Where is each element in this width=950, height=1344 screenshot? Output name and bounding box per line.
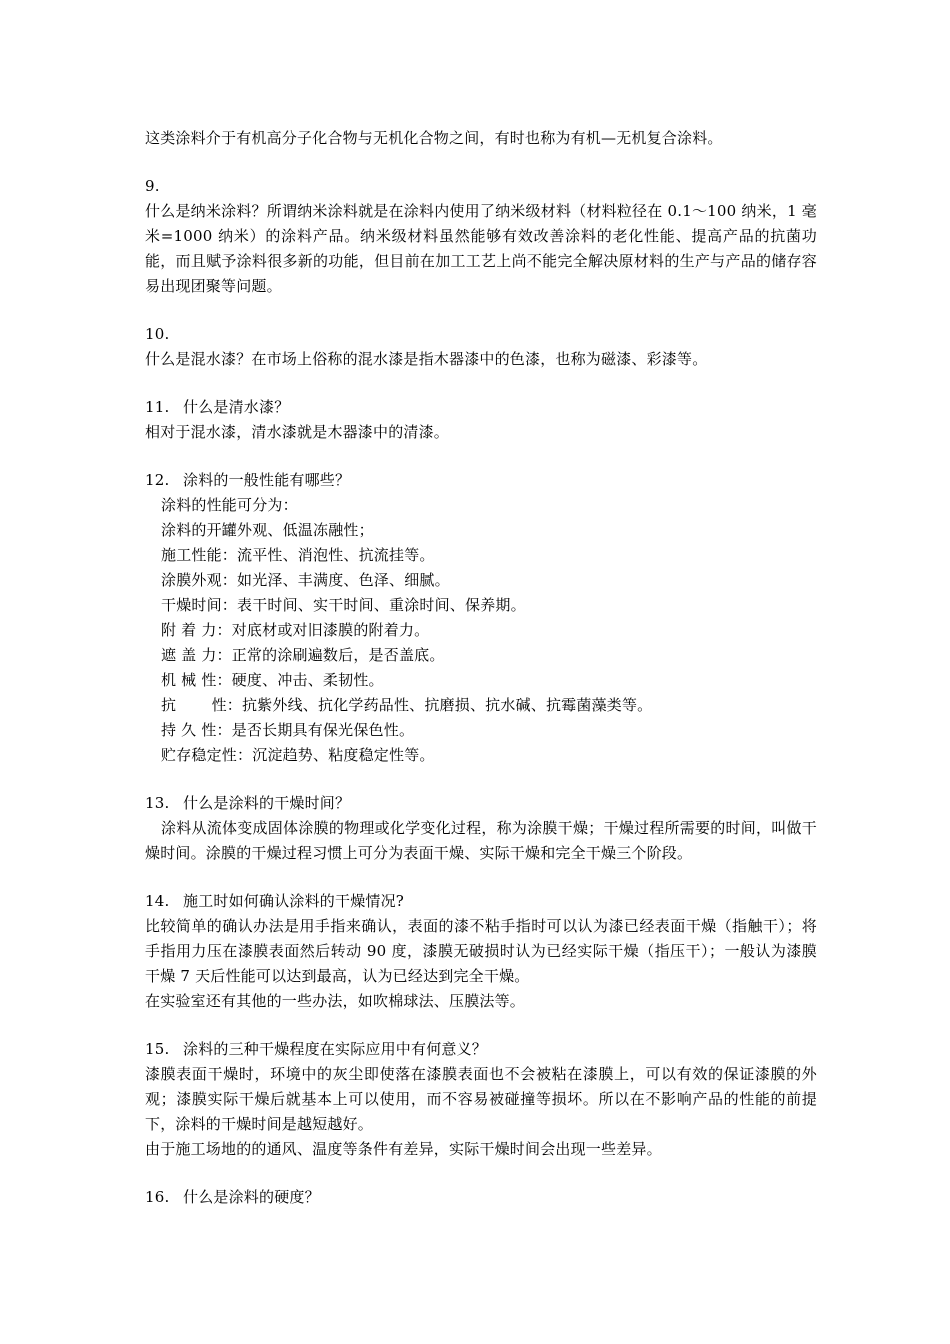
question-14-body: 比较简单的确认办法是用手指来确认，表面的漆不粘手指时可以认为漆已经表面干燥（指触干）；将手指用力压在漆膜表面然后转动 90 度，漆膜无破损时认为已经实际干燥（指压干）；一般认为漆膜干燥 7 天后性能可以达到最高，认为已经达到完全干燥。 [145, 917, 817, 985]
question-12-item: 遮 盖 力：正常的涂刷遍数后，是否盖底。 [161, 646, 445, 664]
document-page [145, 126, 817, 1210]
question-12-item: 涂膜外观：如光泽、丰满度、色泽、细腻。 [161, 571, 450, 589]
question-15-note: 由于施工场地的的通风、温度等条件有差异，实际干燥时间会出现一些差异。 [145, 1140, 662, 1158]
question-10-body: 什么是混水漆？在市场上俗称的混水漆是指木器漆中的色漆，也称为磁漆、彩漆等。 [145, 350, 708, 368]
question-11-body: 相对于混水漆，清水漆就是木器漆中的清漆。 [145, 423, 450, 441]
question-13-title: 什么是涂料的干燥时间？ [183, 794, 351, 812]
question-9-number: 9. [145, 177, 160, 195]
question-12-item: 干燥时间：表干时间、实干时间、重涂时间、保养期。 [161, 596, 526, 614]
question-15-number: 15. [145, 1040, 170, 1058]
question-12-item: 贮存稳定性：沉淀趋势、粘度稳定性等。 [161, 746, 435, 764]
question-12-item: 机 械 性：硬度、冲击、柔韧性。 [161, 671, 384, 689]
question-13-body: 涂料从流体变成固体涂膜的物理或化学变化过程，称为涂膜干燥；干燥过程所需要的时间，叫做干燥时间。涂膜的干燥过程习惯上可分为表面干燥、实际干燥和完全干燥三个阶段。 [145, 819, 817, 862]
question-16-number: 16. [145, 1188, 170, 1206]
question-12-number: 12. [145, 471, 170, 489]
question-12-item: 附 着 力：对底材或对旧漆膜的附着力。 [161, 621, 430, 639]
question-14-heading [145, 889, 817, 914]
intro-paragraph: 这类涂料介于有机高分子化合物与无机化合物之间，有时也称为有机—无机复合涂料。 [145, 129, 723, 147]
question-13-number: 13. [145, 794, 170, 812]
question-15-title: 涂料的三种干燥程度在实际应用中有何意义？ [183, 1040, 488, 1058]
question-9-body: 什么是纳米涂料？所谓纳米涂料就是在涂料内使用了纳米级材料（材料粒径在 0.1～100 纳米，1 毫米=1000 纳米）的涂料产品。纳米级材料虽然能够有效改善涂料的老化性能、提高产品的抗菌功能，而且赋予涂料很多新的功能，但目前在加工工艺上尚不能完全解决原材料的生产与产品的储存容易出现团聚等问题。 [145, 202, 817, 295]
question-16-heading [145, 1185, 817, 1210]
question-11-number: 11. [145, 398, 170, 416]
question-14-number: 14. [145, 892, 170, 910]
question-12-heading [145, 468, 817, 493]
question-12-item: 涂料的性能可分为： [161, 496, 298, 514]
question-16-title: 什么是涂料的硬度？ [183, 1188, 320, 1206]
question-11-heading [145, 395, 817, 420]
question-12-item: 施工性能：流平性、消泡性、抗流挂等。 [161, 546, 435, 564]
question-10-number: 10. [145, 325, 170, 343]
question-14-note: 在实验室还有其他的一些办法，如吹棉球法、压膜法等。 [145, 992, 526, 1010]
question-12-item: 抗 性：抗紫外线、抗化学药品性、抗磨损、抗水碱、抗霉菌藻类等。 [161, 696, 653, 714]
question-15-body: 漆膜表面干燥时，环境中的灰尘即使落在漆膜表面也不会被粘在漆膜上，可以有效的保证漆膜的外观；漆膜实际干燥后就基本上可以使用，而不容易被碰撞等损坏。所以在不影响产品的性能的前提下，涂料的干燥时间是越短越好。 [145, 1065, 817, 1133]
question-13-heading [145, 791, 817, 816]
question-11-title: 什么是清水漆？ [183, 398, 290, 416]
question-15-heading [145, 1037, 817, 1062]
question-12-title: 涂料的一般性能有哪些？ [183, 471, 351, 489]
question-14-title: 施工时如何确认涂料的干燥情况? [183, 892, 405, 910]
question-12-item: 持 久 性：是否长期具有保光保色性。 [161, 721, 415, 739]
question-12-item: 涂料的开罐外观、低温冻融性； [161, 521, 374, 539]
